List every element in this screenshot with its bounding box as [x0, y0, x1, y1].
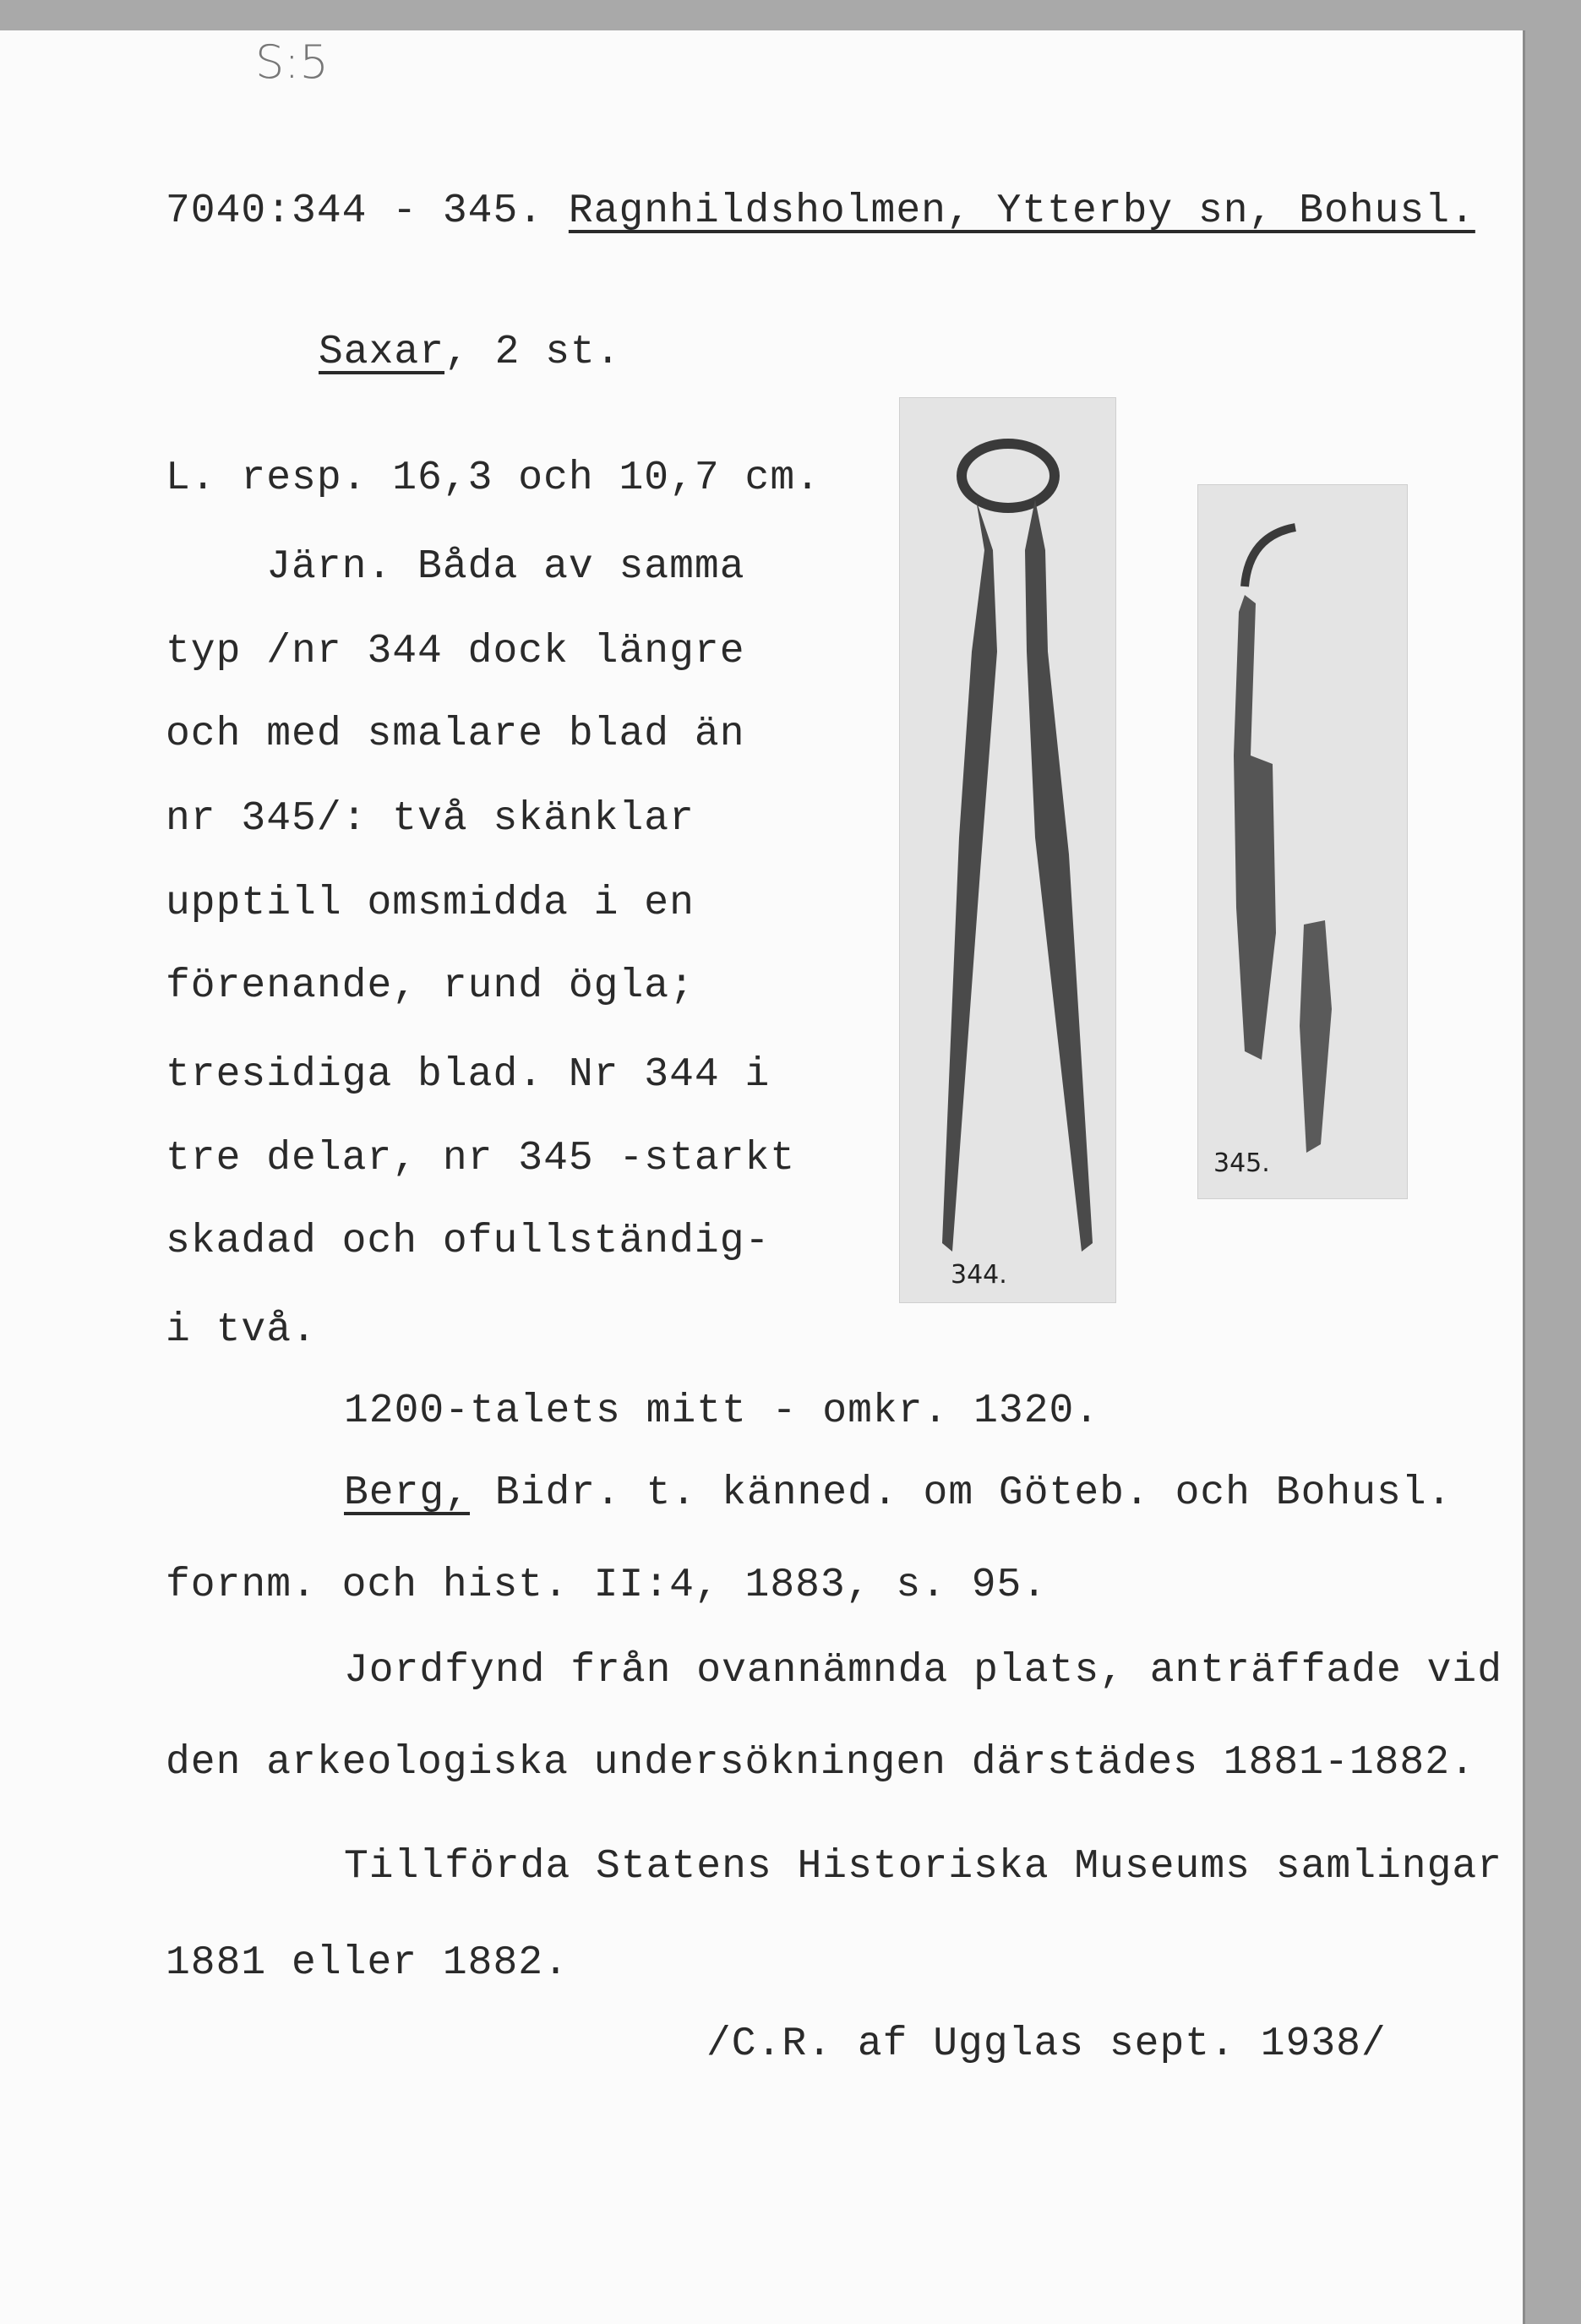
reference [344, 1470, 1453, 1516]
scissors-fragment-image [1198, 485, 1407, 1198]
description-line: upptill omsmidda i en [166, 881, 695, 926]
description-line: förenande, rund ögla; [166, 963, 695, 1009]
description-line: i två. [166, 1307, 317, 1353]
description-line: L. resp. 16,3 och 10,7 cm. [166, 456, 820, 501]
acquisition: Tillförda Statens Historiska Museums samlingar [344, 1844, 1503, 1890]
description-line: tre delar, nr 345 -starkt [166, 1136, 796, 1181]
object-title [319, 332, 621, 373]
reference-author: Berg, [344, 1470, 471, 1516]
find-place: Ragnhildsholmen, Ytterby sn, Bohusl. [568, 188, 1475, 234]
catalog-number: 7040:344 - 345. [166, 188, 569, 234]
photo-scissors-345 [1197, 484, 1408, 1199]
reference-continuation: fornm. och hist. II:4, 1883, s. 95. [166, 1563, 1048, 1608]
acquisition: 1881 eller 1882. [166, 1940, 569, 1986]
object-name: Saxar [319, 330, 445, 375]
photo-label: 344. [951, 1260, 1007, 1290]
catalog-heading [166, 188, 1475, 234]
description-line: Järn. Båda av samma [166, 544, 745, 590]
description-line: nr 345/: två skänklar [166, 796, 695, 842]
signature: /C.R. af Ugglas sept. 1938/ [706, 2021, 1387, 2067]
description-line: skadad och ofullständig- [166, 1219, 771, 1264]
description-line: tresidiga blad. Nr 344 i [166, 1052, 771, 1098]
shelf-mark: S:5 [255, 35, 329, 89]
dating: 1200-talets mitt - omkr. 1320. [344, 1388, 1100, 1434]
scissors-image [900, 398, 1115, 1302]
photo-scissors-344 [899, 397, 1116, 1303]
description-line: typ /nr 344 dock längre [166, 629, 745, 674]
description-line: och med smalare blad än [166, 712, 745, 757]
object-count: , 2 st. [444, 330, 621, 375]
reference-title: Bidr. t. känned. om Göteb. och Bohusl. [470, 1470, 1453, 1516]
photo-label: 345. [1213, 1148, 1270, 1178]
find-circumstances: den arkeologiska undersökningen därstädes 1881-1882. [166, 1740, 1475, 1786]
find-circumstances: Jordfynd från ovannämnda plats, anträffade vid [344, 1648, 1503, 1694]
